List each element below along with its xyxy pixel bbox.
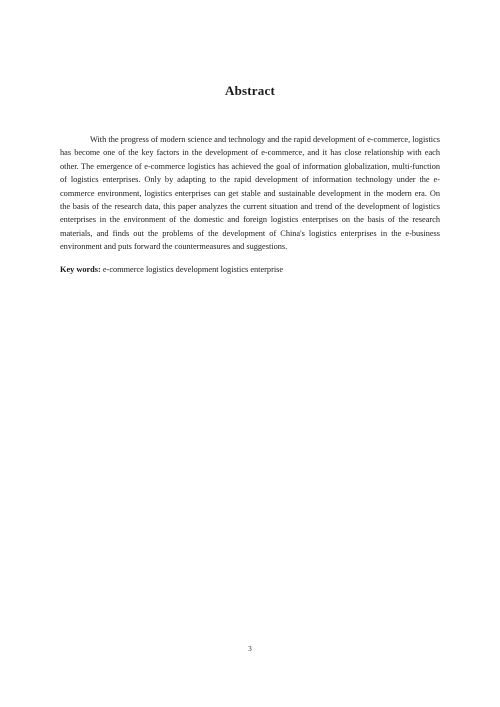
keywords-text: e-commerce logistics development logistics enterprise [102, 265, 284, 274]
keywords-label: Key words: [60, 265, 101, 274]
keywords-line [60, 263, 440, 276]
abstract-body: With the progress of modern science and technology and the rapid development of e-commerce, logistics has become one of the key factors in the development of e-commerce, and it has close relationship with each other. The emergence of e-commerce logistics has achieved the goal of information globalization, multi-function of logistics enterprises. Only by adapting to the rapid development of information technology under the e-commerce environment, logistics enterprises can get stable and sustainable development in the modern era. On the basis of the research data, this paper analyzes the current situation and trend of the development of logistics enterprises in the environment of the domestic and foreign logistics enterprises on the basis of the research materials, and finds out the problems of the development of China's logistics enterprises in the e-business environment and puts forward the countermeasures and suggestions. [60, 135, 440, 252]
page-number: 3 [248, 645, 252, 653]
abstract-title: Abstract [225, 83, 275, 98]
